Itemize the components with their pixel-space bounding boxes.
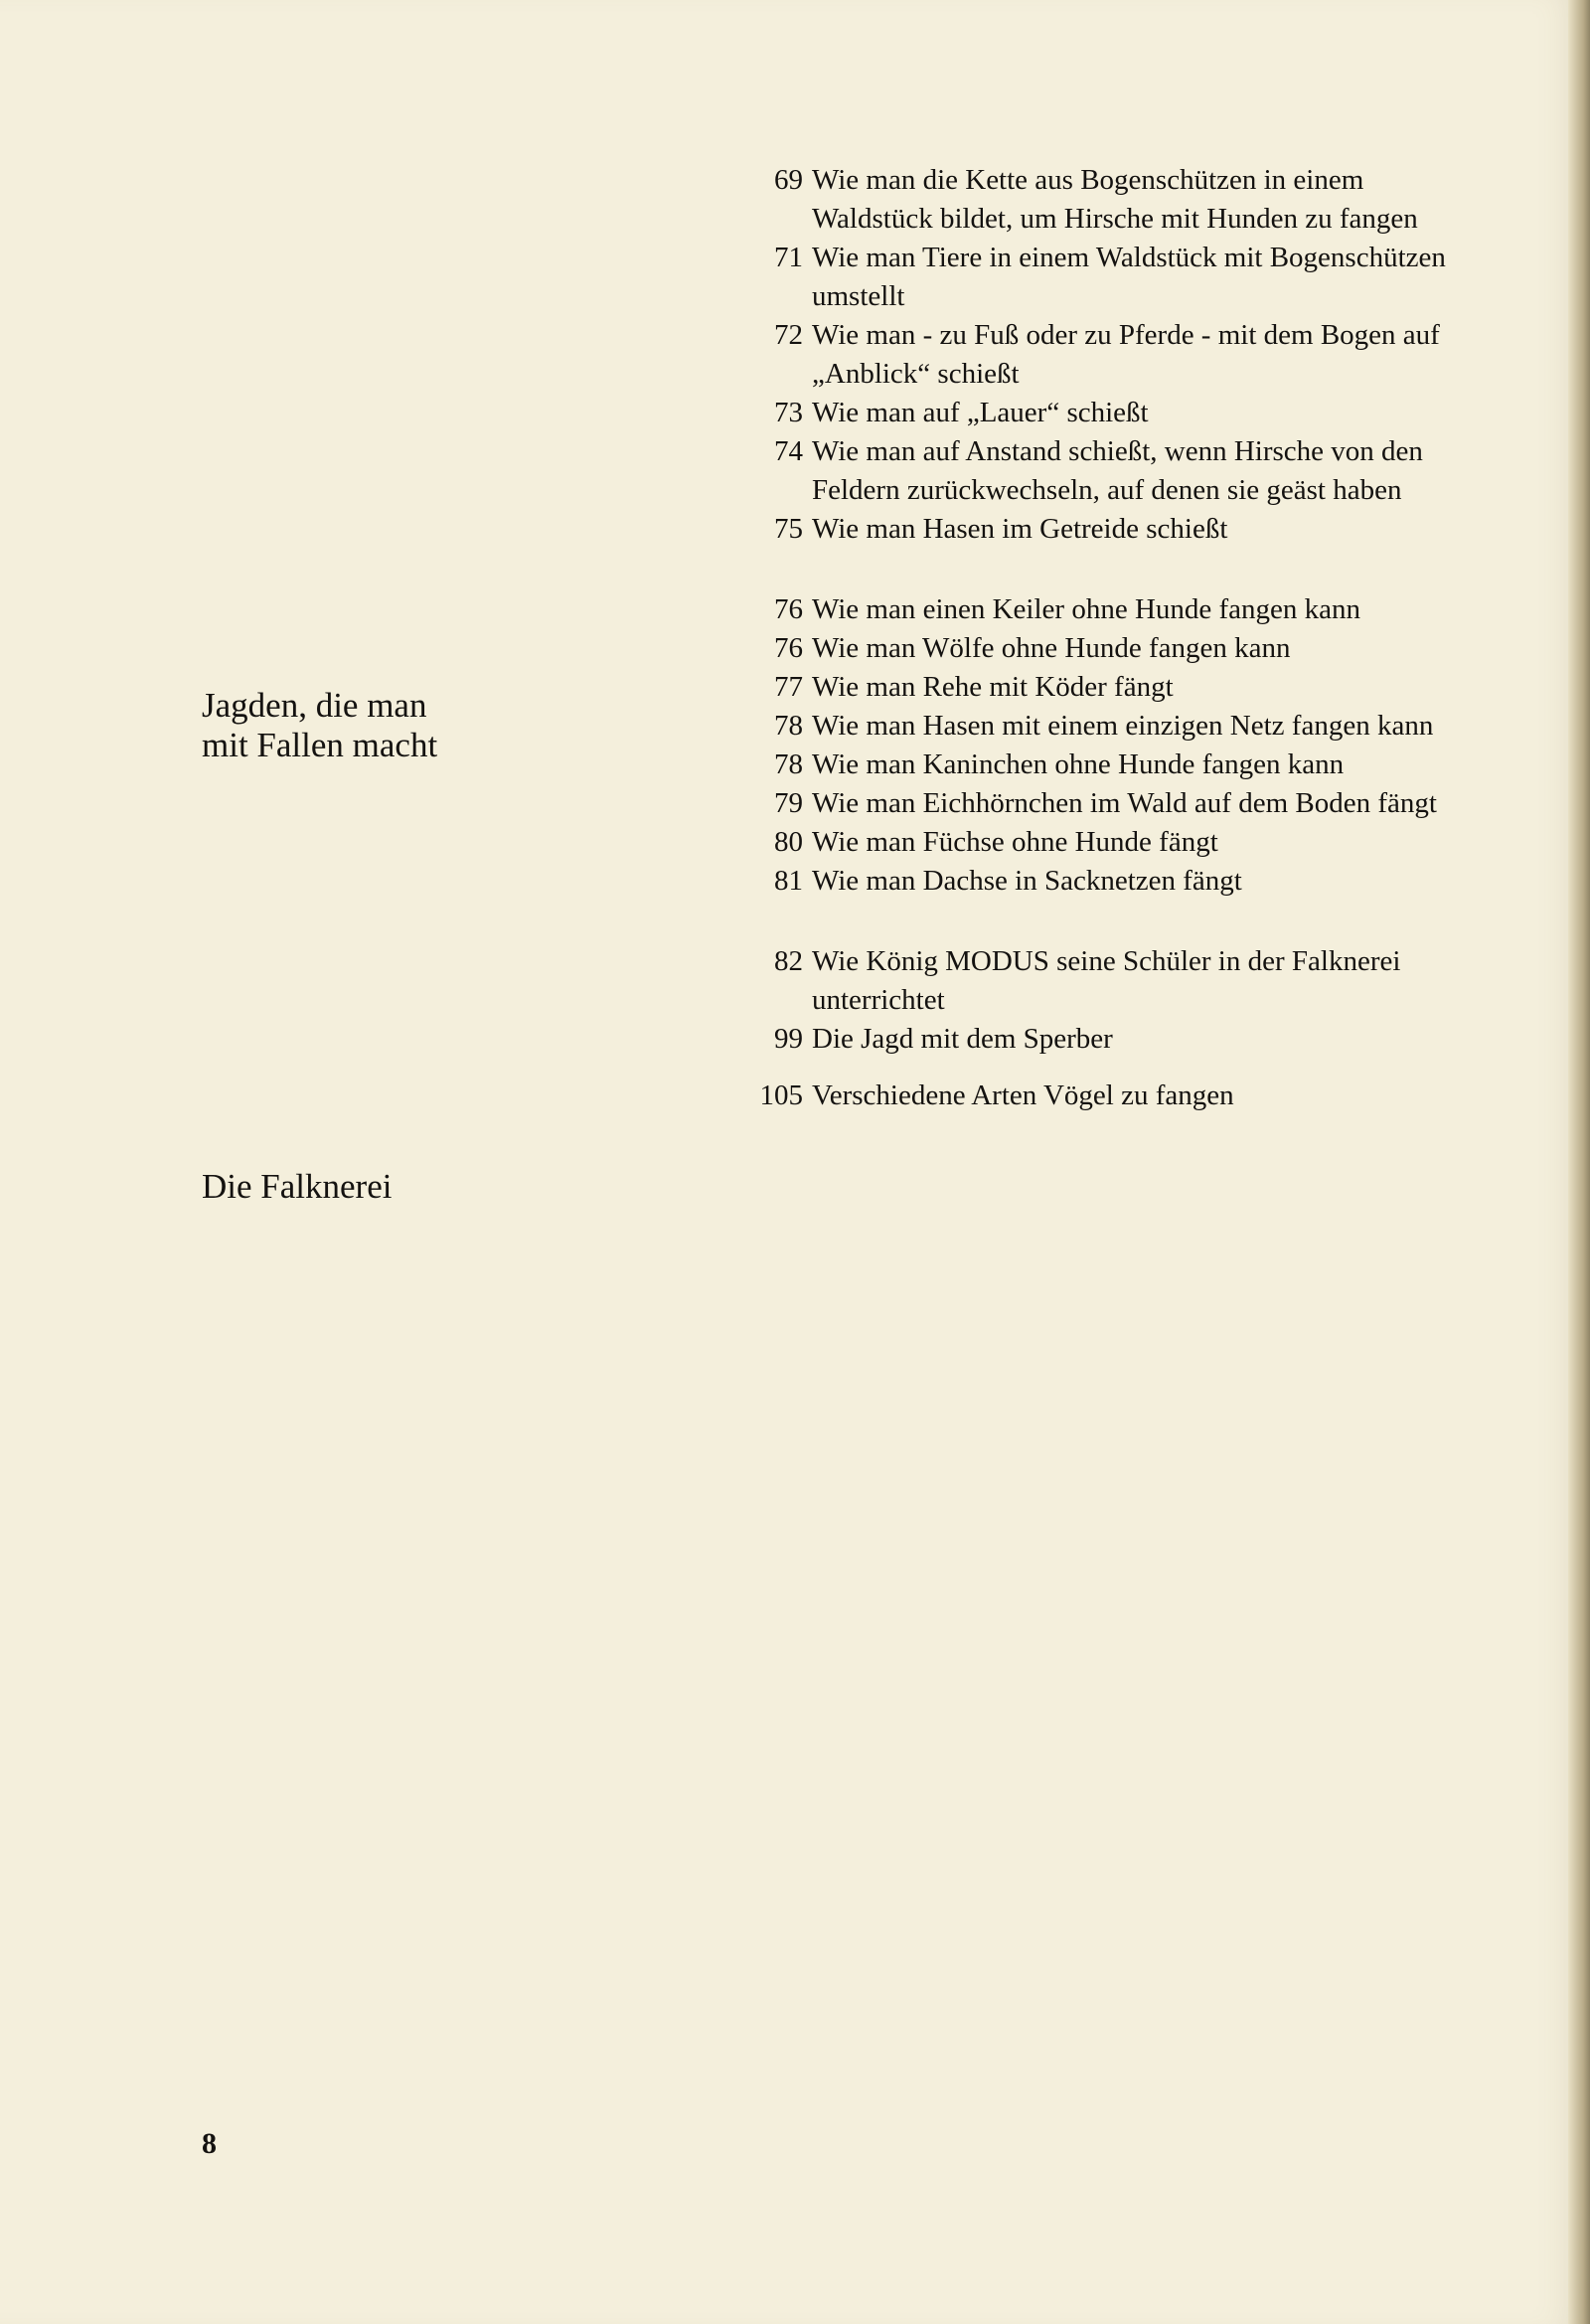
toc-page-number: 81 <box>774 865 803 897</box>
section-heading-line: mit Fallen macht <box>202 726 438 764</box>
toc-page-number: 71 <box>774 242 803 273</box>
toc-title: Die Jagd mit dem Sperber <box>812 1023 1113 1055</box>
toc-entry <box>753 823 1469 862</box>
toc-page-number: 76 <box>774 593 803 625</box>
toc-title: Wie man Tiere in einem Waldstück mit Bogenschützen umstellt <box>812 242 1446 312</box>
toc-page-number: 77 <box>774 671 803 703</box>
toc-page-number: 72 <box>774 319 803 351</box>
toc-entry <box>753 161 1469 239</box>
toc-title: Wie man die Kette aus Bogenschützen in einem Waldstück bildet, um Hirsche mit Hunden zu fangen <box>812 164 1418 235</box>
toc-page-number: 79 <box>774 787 803 819</box>
toc-page-number: 76 <box>774 632 803 664</box>
toc-entry <box>753 1020 1469 1059</box>
toc-page-number: 78 <box>774 748 803 780</box>
toc-title: Wie man Dachse in Sacknetzen fängt <box>812 865 1242 897</box>
toc-title: Wie man Eichhörnchen im Wald auf dem Boden fängt <box>812 787 1437 819</box>
toc-title: Wie man Wölfe ohne Hunde fangen kann <box>812 632 1291 664</box>
toc-entry <box>753 510 1469 549</box>
toc-page-number: 105 <box>759 1079 803 1111</box>
toc-page-number: 69 <box>774 164 803 196</box>
toc-entry <box>753 707 1469 746</box>
toc-entry <box>753 316 1469 394</box>
toc-entry <box>753 784 1469 823</box>
section-heading-jagden-fallen <box>202 686 437 765</box>
section-heading-falknerei: Die Falknerei <box>202 1167 393 1206</box>
table-of-contents-list <box>753 161 1469 1115</box>
toc-entry <box>753 746 1469 784</box>
toc-entry <box>753 668 1469 707</box>
toc-page-number: 99 <box>774 1023 803 1055</box>
toc-entry <box>753 942 1469 1020</box>
section-heading-line: Jagden, die man <box>202 686 427 725</box>
toc-title: Wie man auf „Lauer“ schießt <box>812 397 1149 428</box>
section-spacer <box>753 901 1469 942</box>
toc-title: Wie man Rehe mit Köder fängt <box>812 671 1174 703</box>
toc-entry <box>753 394 1469 432</box>
page-number: 8 <box>202 2127 217 2160</box>
page-edge-shadow <box>1568 0 1590 2324</box>
toc-entry <box>753 239 1469 316</box>
toc-title: Wie man Füchse ohne Hunde fängt <box>812 826 1218 858</box>
toc-title: Wie man Hasen mit einem einzigen Netz fangen kann <box>812 710 1434 742</box>
toc-page-number: 80 <box>774 826 803 858</box>
toc-title: Wie König MODUS seine Schüler in der Falknerei unterrichtet <box>812 945 1401 1016</box>
toc-entry <box>753 862 1469 901</box>
toc-page-number: 73 <box>774 397 803 428</box>
section-spacer <box>753 1059 1469 1077</box>
toc-page-number: 82 <box>774 945 803 977</box>
toc-title: Wie man auf Anstand schießt, wenn Hirsche von den Feldern zurückwechseln, auf denen sie geäst haben <box>812 435 1423 506</box>
toc-title: Wie man Kaninchen ohne Hunde fangen kann <box>812 748 1345 780</box>
toc-entry <box>753 1077 1469 1115</box>
toc-title: Verschiedene Arten Vögel zu fangen <box>812 1079 1234 1111</box>
toc-title: Wie man - zu Fuß oder zu Pferde - mit dem Bogen auf „Anblick“ schießt <box>812 319 1440 390</box>
toc-title: Wie man einen Keiler ohne Hunde fangen kann <box>812 593 1361 625</box>
toc-entry <box>753 432 1469 510</box>
section-spacer <box>753 549 1469 590</box>
toc-page-number: 78 <box>774 710 803 742</box>
toc-page-number: 75 <box>774 513 803 545</box>
toc-entry <box>753 629 1469 668</box>
toc-title: Wie man Hasen im Getreide schießt <box>812 513 1228 545</box>
toc-entry <box>753 590 1469 629</box>
toc-page-number: 74 <box>774 435 803 467</box>
